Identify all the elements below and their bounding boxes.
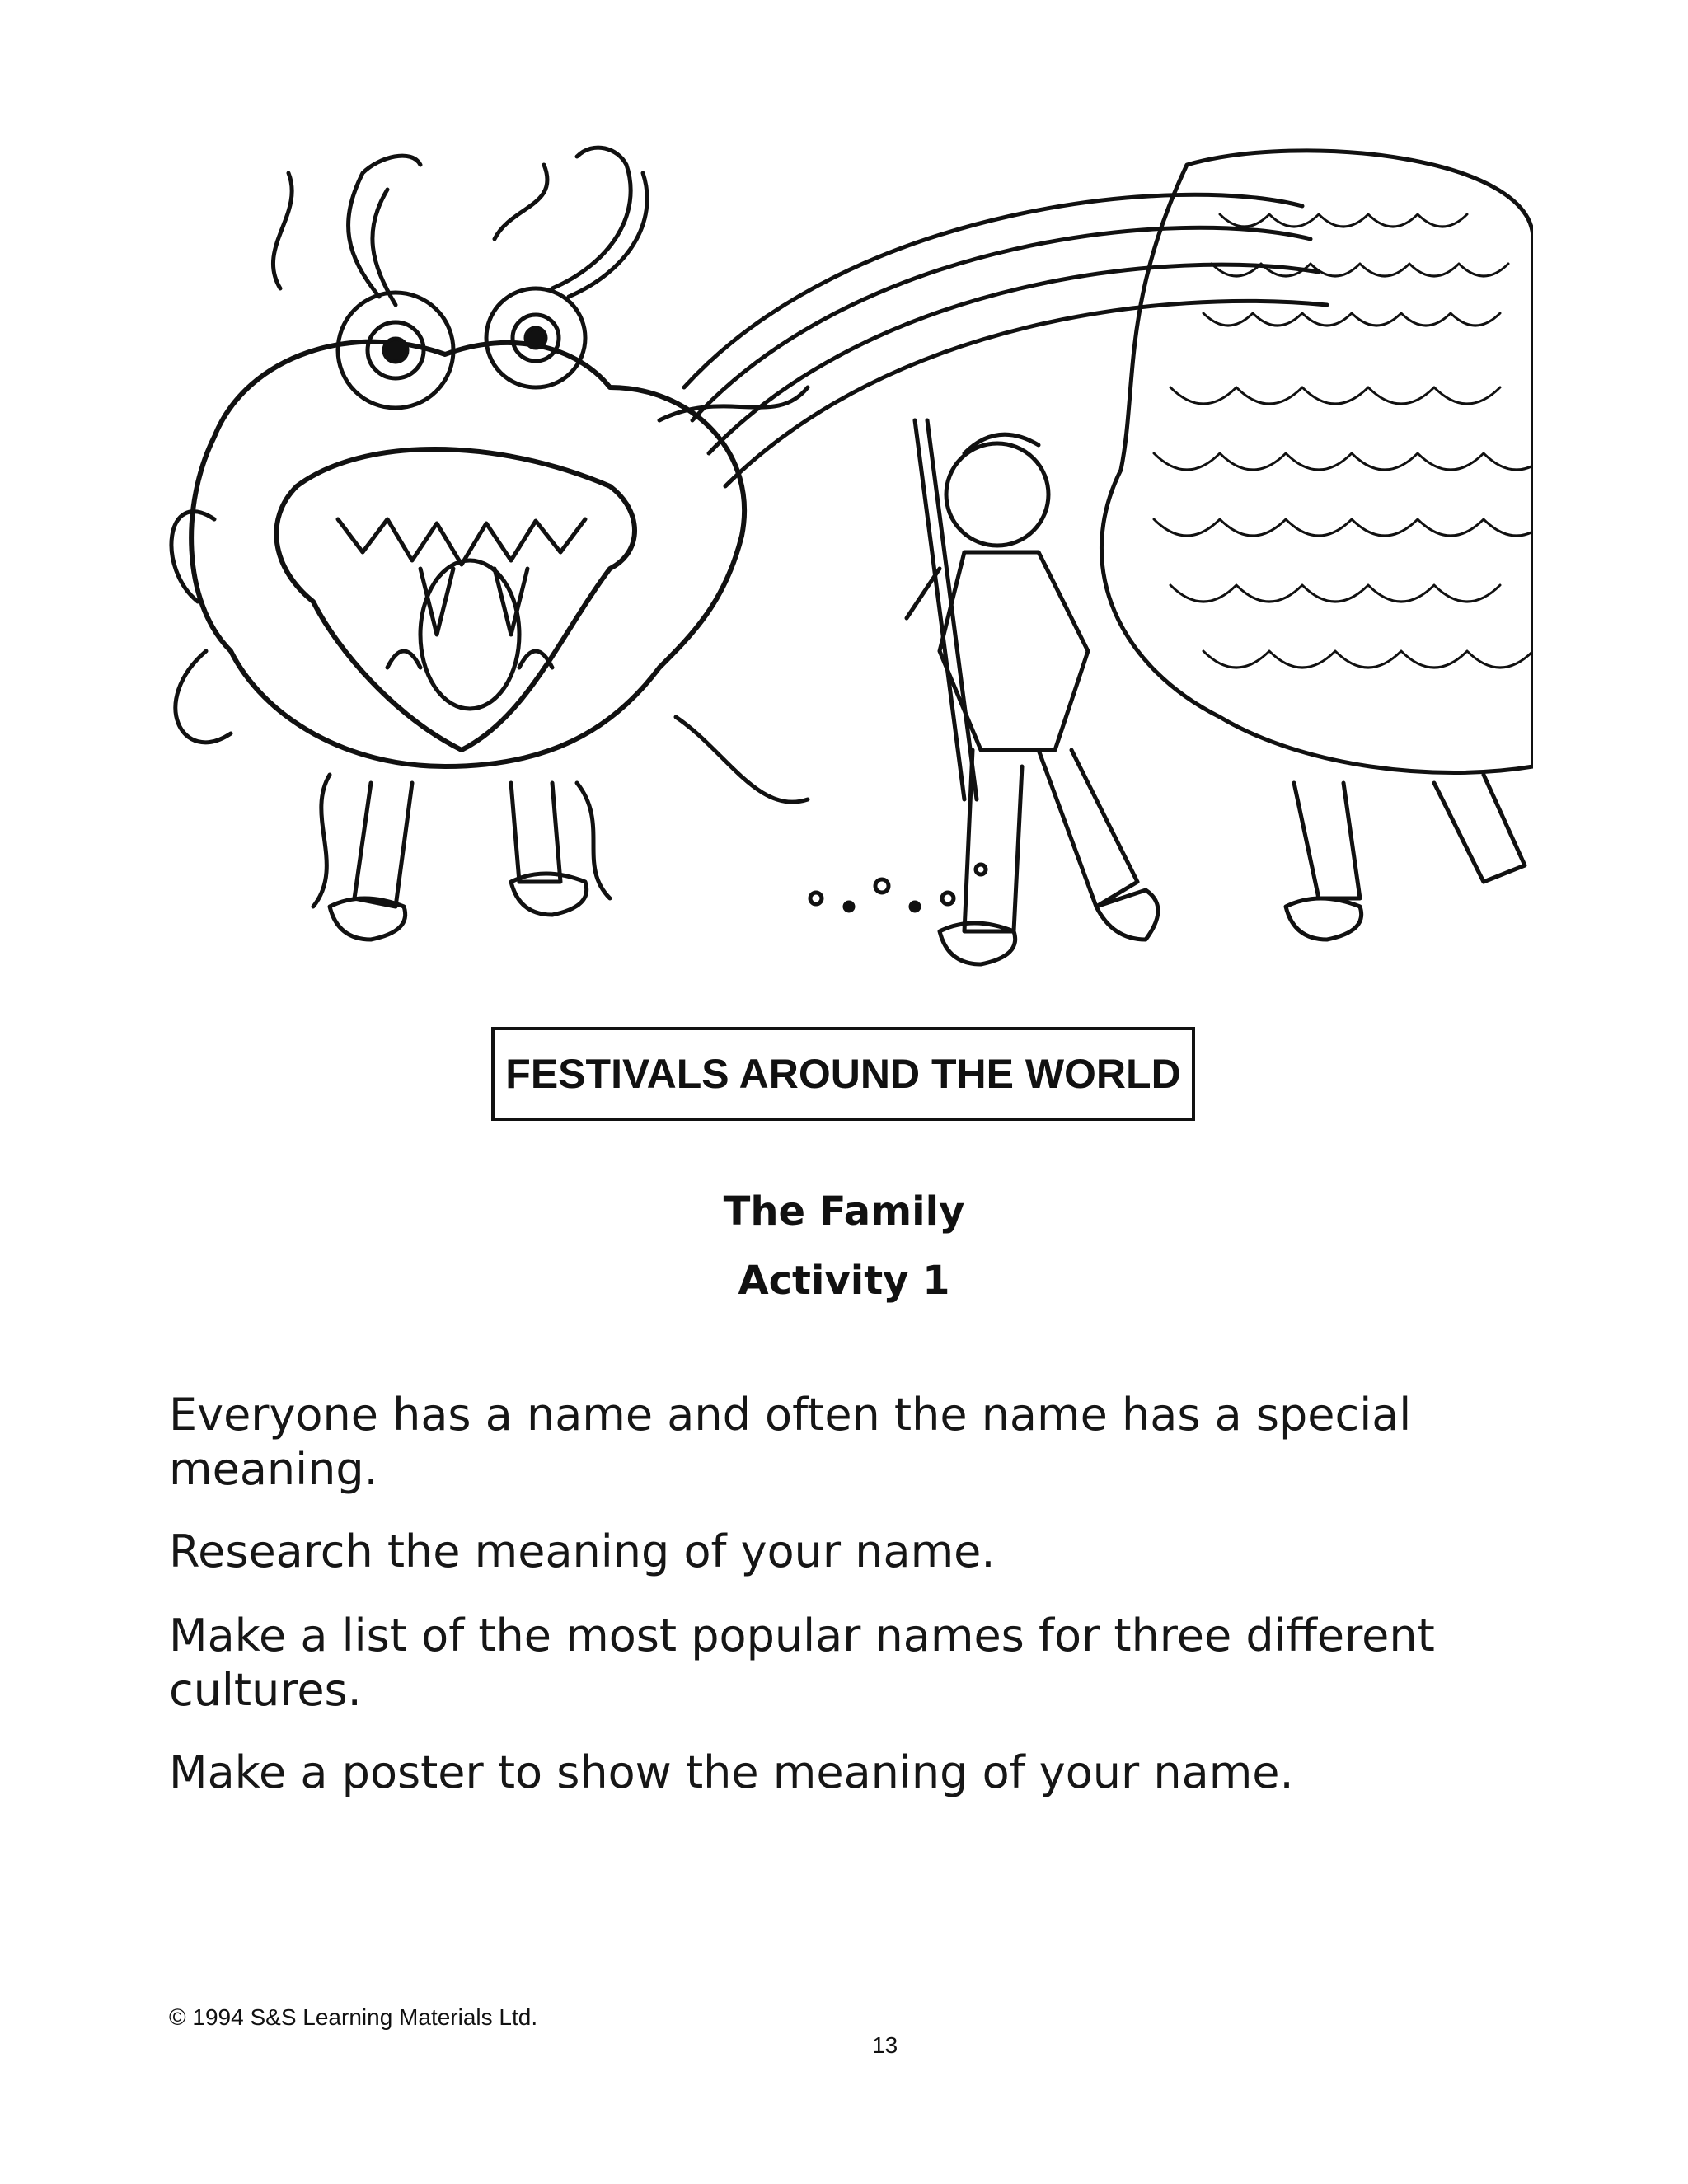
festivals-banner [491,1027,1195,1121]
page-number: 13 [872,2032,898,2058]
copyright-notice: © 1994 S&S Learning Materials Ltd. [169,2004,538,2030]
activity-paragraph: Make a list of the most popular names for three different cultures. [169,1610,1435,1716]
activity-paragraph: Make a poster to show the meaning of your name. [169,1746,1294,1798]
activity-label: Activity 1 [738,1258,950,1304]
activity-paragraph: Everyone has a name and often the name has a special meaning. [169,1389,1412,1495]
dragon-dance-illustration [148,140,1533,1038]
banner-title: FESTIVALS AROUND THE WORLD [505,1051,1181,1097]
section-title: The Family [723,1188,965,1235]
activity-paragraph: Research the meaning of your name. [169,1526,996,1577]
